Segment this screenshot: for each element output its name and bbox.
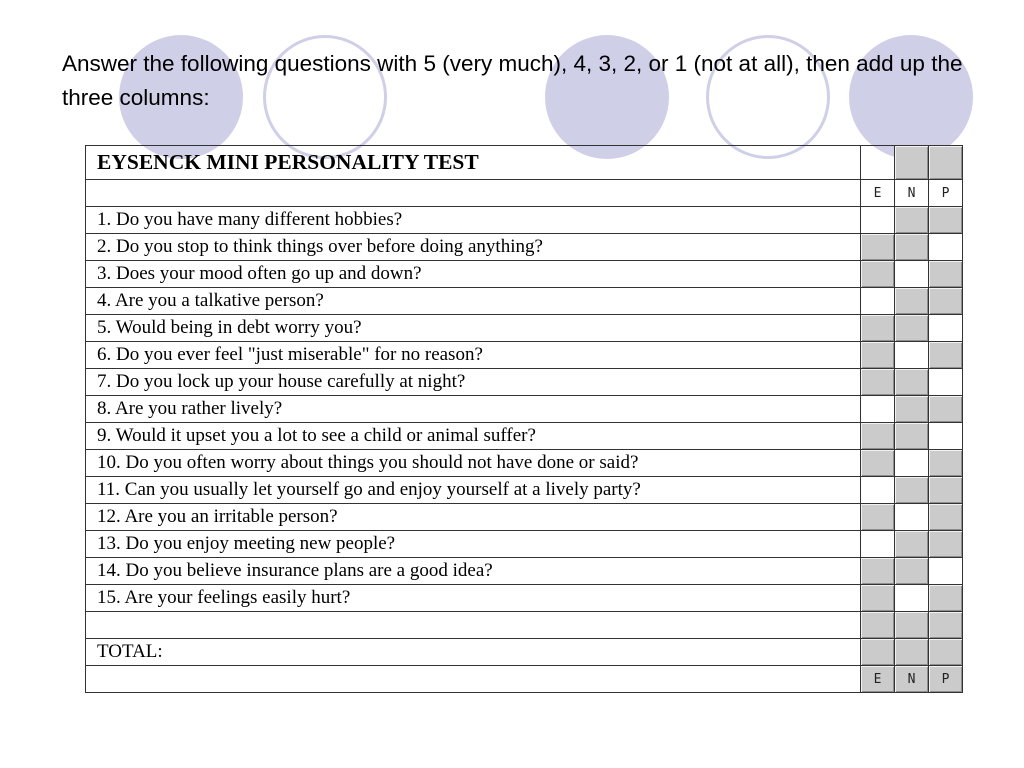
answer-cell-n[interactable]: [895, 585, 929, 612]
shaded-cell: [895, 423, 929, 450]
shaded-cell: [929, 585, 963, 612]
column-header-p: P: [929, 666, 963, 693]
column-header-p: P: [929, 180, 963, 207]
shaded-cell: [895, 396, 929, 423]
shaded-cell: [895, 639, 929, 666]
answer-cell-p[interactable]: [929, 369, 963, 396]
answer-cell-n[interactable]: [895, 450, 929, 477]
answer-cell-e[interactable]: [861, 477, 895, 504]
question-text: 6. Do you ever feel "just miserable" for no reason?: [86, 342, 861, 369]
column-header-e: E: [861, 180, 895, 207]
question-text: 11. Can you usually let yourself go and enjoy yourself at a lively party?: [86, 477, 861, 504]
shaded-cell: [895, 477, 929, 504]
shaded-cell: [895, 207, 929, 234]
shaded-cell: [929, 396, 963, 423]
question-text: 5. Would being in debt worry you?: [86, 315, 861, 342]
question-row: [86, 504, 963, 531]
shaded-cell: [861, 612, 895, 639]
blank-cell: [86, 666, 861, 693]
question-row: [86, 342, 963, 369]
answer-cell-p[interactable]: [929, 558, 963, 585]
shaded-cell: [895, 288, 929, 315]
answer-cell-n[interactable]: [895, 342, 929, 369]
shaded-cell: [929, 477, 963, 504]
shaded-cell: [929, 342, 963, 369]
question-row: [86, 396, 963, 423]
answer-cell-n[interactable]: [895, 504, 929, 531]
question-text: 2. Do you stop to think things over before doing anything?: [86, 234, 861, 261]
shaded-cell: [895, 558, 929, 585]
shaded-cell: [929, 639, 963, 666]
answer-cell-p[interactable]: [929, 315, 963, 342]
answer-cell-e[interactable]: [861, 207, 895, 234]
question-row: [86, 207, 963, 234]
question-row: [86, 261, 963, 288]
question-text: 12. Are you an irritable person?: [86, 504, 861, 531]
shaded-cell: [929, 504, 963, 531]
question-row: [86, 477, 963, 504]
question-row: [86, 369, 963, 396]
shaded-cell: [895, 146, 929, 180]
spacer-row: [86, 612, 963, 639]
question-text: 8. Are you rather lively?: [86, 396, 861, 423]
instructions-text: Answer the following questions with 5 (very much), 4, 3, 2, or 1 (not at all), then add up the three columns:: [62, 51, 963, 110]
question-row: [86, 423, 963, 450]
column-header-n: N: [895, 180, 929, 207]
column-footer-row: [86, 666, 963, 693]
shaded-cell: [861, 261, 895, 288]
question-text: 14. Do you believe insurance plans are a good idea?: [86, 558, 861, 585]
shaded-cell: [861, 234, 895, 261]
shaded-cell: [861, 585, 895, 612]
question-row: [86, 558, 963, 585]
answer-cell-e[interactable]: [861, 288, 895, 315]
shaded-cell: [895, 369, 929, 396]
answer-cell-e[interactable]: [861, 396, 895, 423]
answer-cell-e[interactable]: [861, 531, 895, 558]
personality-test-table: [85, 145, 963, 693]
question-text: 3. Does your mood often go up and down?: [86, 261, 861, 288]
column-header-row: [86, 180, 963, 207]
shaded-cell: [895, 234, 929, 261]
shaded-cell: [861, 639, 895, 666]
shaded-cell: [929, 288, 963, 315]
shaded-cell: [929, 207, 963, 234]
question-text: 13. Do you enjoy meeting new people?: [86, 531, 861, 558]
question-text: 1. Do you have many different hobbies?: [86, 207, 861, 234]
shaded-cell: [861, 450, 895, 477]
question-row: [86, 585, 963, 612]
answer-cell-n[interactable]: [895, 261, 929, 288]
shaded-cell: [895, 315, 929, 342]
column-header-e: E: [861, 666, 895, 693]
shaded-cell: [929, 261, 963, 288]
blank-cell: [86, 612, 861, 639]
answer-cell-p[interactable]: [929, 234, 963, 261]
title-row: [86, 146, 963, 180]
total-row: [86, 639, 963, 666]
shaded-cell: [861, 369, 895, 396]
shaded-cell: [861, 423, 895, 450]
blank-cell: [86, 180, 861, 207]
total-label: TOTAL:: [86, 639, 861, 666]
question-text: 15. Are your feelings easily hurt?: [86, 585, 861, 612]
question-text: 4. Are you a talkative person?: [86, 288, 861, 315]
shaded-cell: [929, 531, 963, 558]
question-text: 9. Would it upset you a lot to see a child or animal suffer?: [86, 423, 861, 450]
question-text: 7. Do you lock up your house carefully at night?: [86, 369, 861, 396]
column-header-n: N: [895, 666, 929, 693]
question-text: 10. Do you often worry about things you should not have done or said?: [86, 450, 861, 477]
test-title: EYSENCK MINI PERSONALITY TEST: [86, 146, 861, 180]
shaded-cell: [861, 342, 895, 369]
shaded-cell: [929, 450, 963, 477]
question-row: [86, 315, 963, 342]
answer-cell-p[interactable]: [929, 423, 963, 450]
shaded-cell: [861, 504, 895, 531]
shaded-cell: [929, 612, 963, 639]
shaded-cell: [895, 612, 929, 639]
shaded-cell: [895, 531, 929, 558]
question-row: [86, 531, 963, 558]
question-row: [86, 234, 963, 261]
shaded-cell: [929, 146, 963, 180]
answer-cell-e[interactable]: [861, 146, 895, 180]
shaded-cell: [861, 315, 895, 342]
question-row: [86, 450, 963, 477]
question-row: [86, 288, 963, 315]
shaded-cell: [861, 558, 895, 585]
